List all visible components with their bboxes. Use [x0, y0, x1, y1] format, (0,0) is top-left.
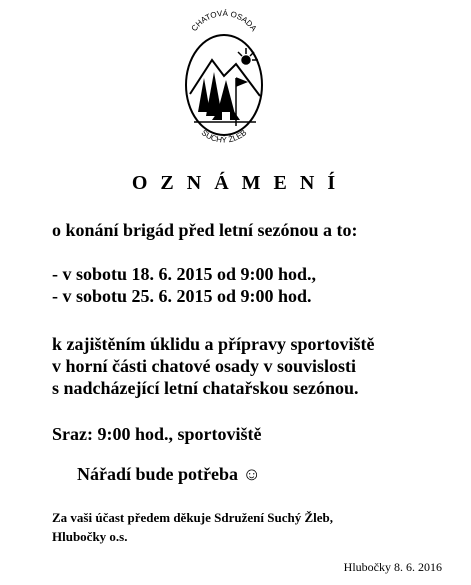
- purpose-line: v horní části chatové osady v souvislosti: [52, 356, 357, 376]
- settlement-logo: [172, 8, 272, 148]
- purpose-line: s nadcházející letní chatařskou sezónou.: [52, 378, 359, 398]
- thanks-line: Za vaši účast předem děkuje Sdružení Suchý Žleb,: [52, 510, 333, 525]
- date-line: - v sobotu 25. 6. 2015 od 9:00 hod.: [52, 286, 312, 306]
- date-line: - v sobotu 18. 6. 2015 od 9:00 hod.,: [52, 264, 317, 284]
- place-date: Hlubočky 8. 6. 2016: [343, 560, 442, 574]
- svg-text:CHATOVÁ OSADA: [190, 9, 259, 34]
- purpose-line: k zajištěním úklidu a přípravy sportoviště: [52, 334, 375, 354]
- dates-block: [52, 263, 316, 307]
- thanks-line: Hlubočky o.s.: [52, 529, 128, 544]
- purpose-block: [52, 333, 375, 399]
- announcement-title: O Z N Á M E N Í: [131, 172, 340, 194]
- logo-bottom-text: SUCHÝ ŽLEB: [199, 128, 249, 145]
- tools-text: Nářadí bude potřeba ☺: [77, 464, 261, 484]
- thanks-block: [52, 508, 333, 546]
- intro-text: o konání brigád před letní sezónou a to:: [52, 220, 358, 240]
- svg-text:SUCHÝ ŽLEB: [200, 128, 249, 144]
- logo-top-text: CHATOVÁ OSADA: [189, 8, 259, 33]
- meeting-text: Sraz: 9:00 hod., sportoviště: [52, 424, 262, 444]
